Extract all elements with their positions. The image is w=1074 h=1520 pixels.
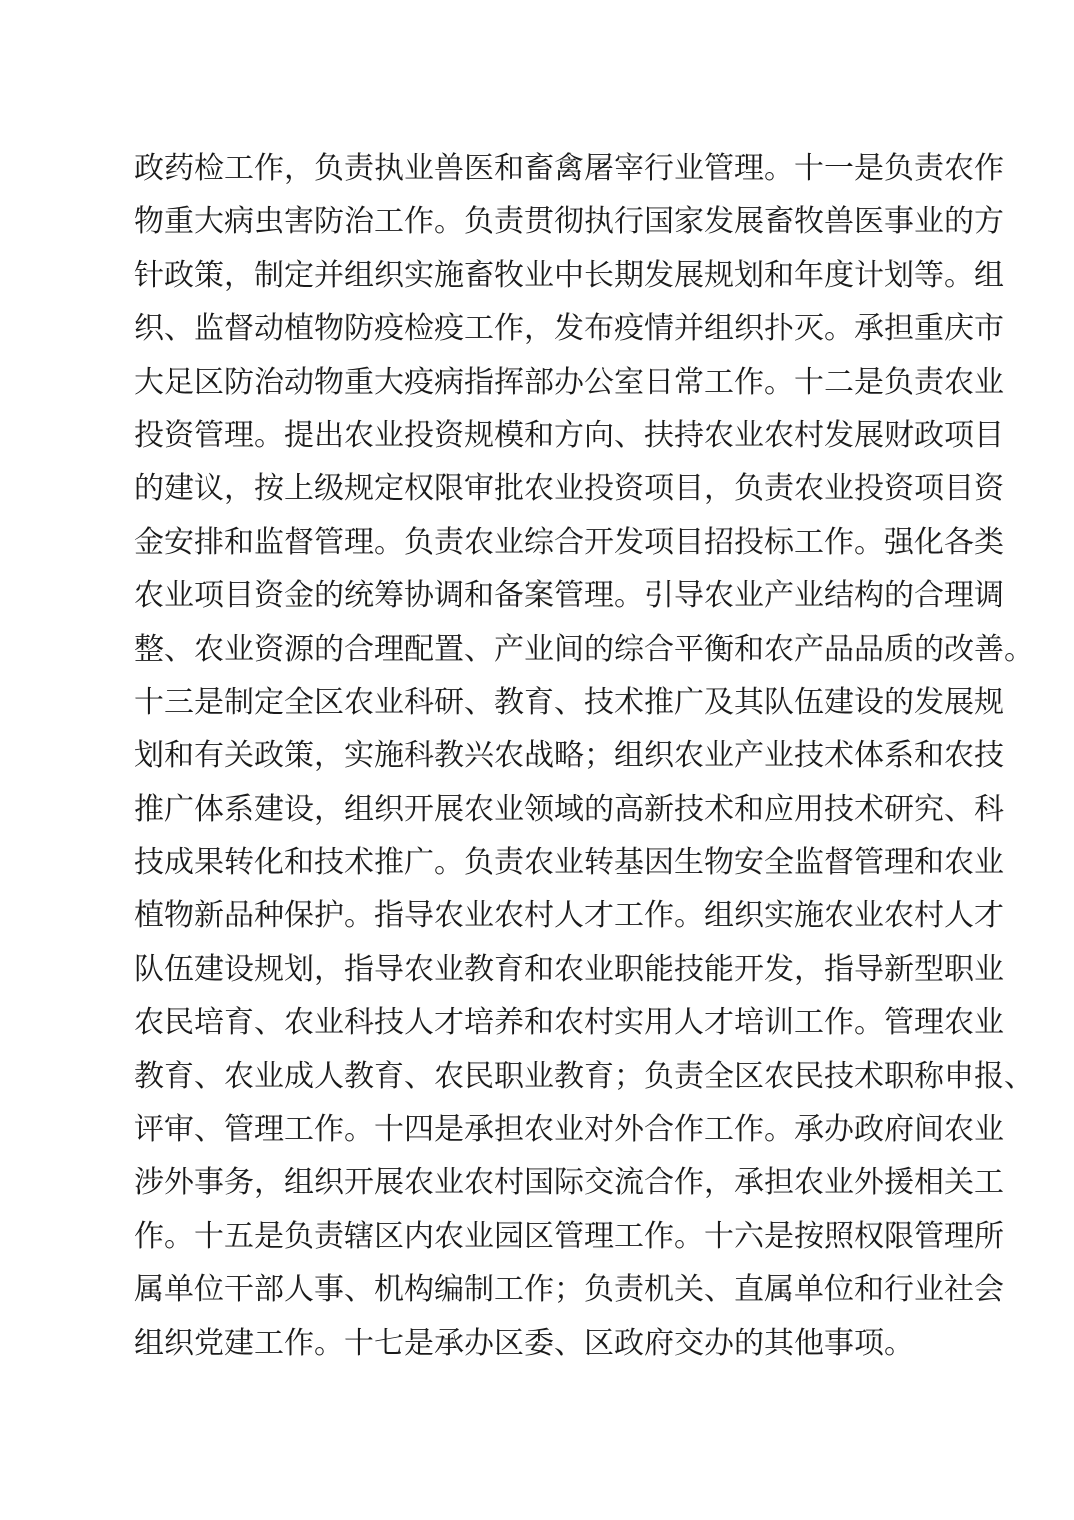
text-line: 物重大病虫害防治工作。负责贯彻执行国家发展畜牧兽医事业的方 [134,204,1004,240]
text-line: 技成果转化和技术推广。负责农业转基因生物安全监督管理和农业 [134,845,1004,881]
text-line: 作。十五是负责辖区内农业园区管理工作。十六是按照权限管理所 [134,1218,1004,1254]
text-line: 评审、管理工作。十四是承担农业对外合作工作。承办政府间农业 [134,1112,1004,1148]
text-line: 植物新品种保护。指导农业农村人才工作。组织实施农业农村人才 [134,898,1004,934]
body-paragraph [134,142,1034,1370]
text-line: 农业项目资金的统筹协调和备案管理。引导农业产业结构的合理调 [134,578,1004,614]
text-line: 的建议，按上级规定权限审批农业投资项目，负责农业投资项目资 [134,471,1004,507]
text-line: 组织党建工作。十七是承办区委、区政府交办的其他事项。 [134,1325,914,1361]
text-line: 大足区防治动物重大疫病指挥部办公室日常工作。十二是负责农业 [134,364,1004,400]
text-line: 金安排和监督管理。负责农业综合开发项目招投标工作。强化各类 [134,524,1004,560]
text-line: 针政策，制定并组织实施畜牧业中长期发展规划和年度计划等。组 [134,257,1004,293]
text-line: 属单位干部人事、机构编制工作；负责机关、直属单位和行业社会 [134,1272,1004,1308]
text-line: 教育、农业成人教育、农民职业教育；负责全区农民技术职称申报、 [134,1058,1034,1094]
text-line: 整、农业资源的合理配置、产业间的综合平衡和农产品品质的改善。 [134,631,1034,667]
text-line: 涉外事务，组织开展农业农村国际交流合作，承担农业外援相关工 [134,1165,1004,1201]
text-line: 划和有关政策，实施科教兴农战略；组织农业产业技术体系和农技 [134,738,1004,774]
text-line: 十三是制定全区农业科研、教育、技术推广及其队伍建设的发展规 [134,684,1004,720]
text-line: 队伍建设规划，指导农业教育和农业职能技能开发，指导新型职业 [134,951,1004,987]
text-line: 投资管理。提出农业投资规模和方向、扶持农业农村发展财政项目 [134,417,1004,453]
text-line: 织、监督动植物防疫检疫工作，发布疫情并组织扑灭。承担重庆市 [134,311,1004,347]
text-line: 推广体系建设，组织开展农业领域的高新技术和应用技术研究、科 [134,791,1004,827]
text-line: 政药检工作，负责执业兽医和畜禽屠宰行业管理。十一是负责农作 [134,151,1004,186]
text-line: 农民培育、农业科技人才培养和农村实用人才培训工作。管理农业 [134,1005,1004,1041]
